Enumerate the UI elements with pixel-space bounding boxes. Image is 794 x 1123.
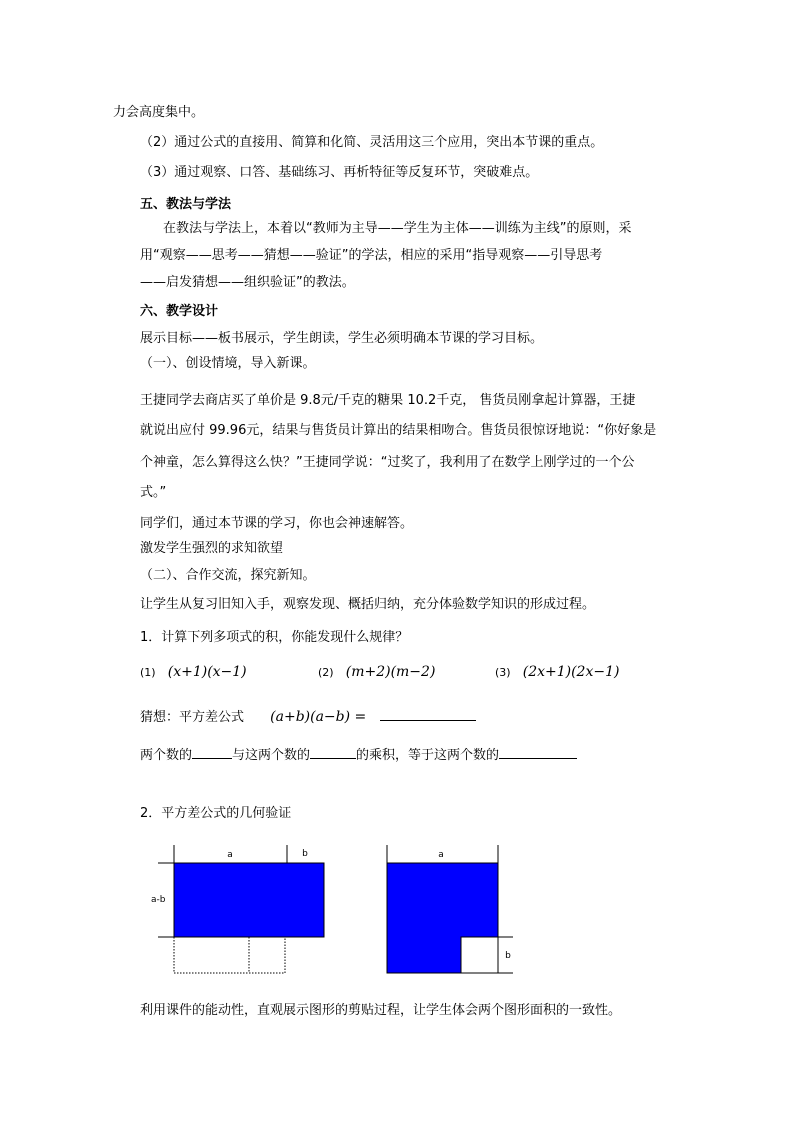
exercise-1 xyxy=(140,664,247,681)
exercise-number: (3) xyxy=(495,666,511,679)
story-line3: 个神童，怎么算得这么快？”王捷同学说：“过奖了，我利用了在数学上刚学过的一个公 xyxy=(140,455,635,470)
figure-left-dashed-area xyxy=(174,937,285,973)
paragraph-point-2: （2）通过公式的直接用、简算和化简、灵活用这三个应用，突出本节课的重点。 xyxy=(140,135,604,150)
guess-line xyxy=(140,707,476,726)
figure-right-label-a: a xyxy=(438,850,444,860)
figure-right-white-square xyxy=(461,937,498,973)
subheading-1: （一）、创设情境，导入新课。 xyxy=(140,356,316,371)
exercise-expression: (m+2)(m−2) xyxy=(345,664,436,680)
figure-left xyxy=(150,840,308,980)
paragraph-method-line1: 在教法与学法上，本着以“教师为主导——学生为主体——训练为主线”的原则，采 xyxy=(163,221,632,236)
figure-left-label-a-minus-b: a-b xyxy=(151,895,166,905)
question-2: 2．平方差公式的几何验证 xyxy=(140,806,292,821)
section-heading-6: 六、教学设计 xyxy=(140,304,219,319)
story-line4: 式。” xyxy=(140,485,167,500)
subheading-2: （二）、合作交流，探究新知。 xyxy=(140,568,316,583)
figure-right xyxy=(380,840,520,980)
story-line2: 就说出应付 99.96元，结果与售货员计算出的结果相吻合。售货员很惊讶地说：“你好象是 xyxy=(140,423,657,438)
question-1: 1．计算下列多项式的积，你能发现什么规律？ xyxy=(140,630,409,645)
guess-answer-blank[interactable] xyxy=(380,707,476,721)
paragraph-method-line2: 用“观察——思考——猜想——验证”的学法，相应的采用“指导观察——引导思考 xyxy=(140,248,603,263)
fill-text-3: 的乘积，等于这两个数的 xyxy=(356,748,500,763)
section-heading-5: 五、教法与学法 xyxy=(140,197,232,212)
paragraph-motivate: 激发学生强烈的求知欲望 xyxy=(140,541,284,556)
exercise-number: (1) xyxy=(140,666,156,679)
fill-blank-2[interactable] xyxy=(310,745,356,759)
exercise-expression: (2x+1)(2x−1) xyxy=(522,664,620,680)
fill-text-2: 与这两个数的 xyxy=(232,748,311,763)
fill-blank-1[interactable] xyxy=(192,745,232,759)
guess-label: 猜想：平方差公式 xyxy=(140,710,245,725)
fill-text-1: 两个数的 xyxy=(140,748,193,763)
paragraph-encourage: 同学们，通过本节课的学习，你也会神速解答。 xyxy=(140,516,414,531)
paragraph-goal: 展示目标——板书展示，学生朗读，学生必须明确本节课的学习目标。 xyxy=(140,331,544,346)
fill-in-line xyxy=(140,745,577,764)
story-line1: 王捷同学去商店买了单价是 9.8元/千克的糖果 10.2千克， 售货员刚拿起计算器，王捷 xyxy=(140,393,636,408)
exercise-2 xyxy=(318,664,435,681)
paragraph-review: 让学生从复习旧知入手，观察发现、概括归纳，充分体验数学知识的形成过程。 xyxy=(140,597,596,612)
figure-right-label-b: b xyxy=(505,951,511,961)
paragraph-method-line3: ——启发猜想——组织验证”的教法。 xyxy=(140,275,355,290)
paragraph-continuation: 力会高度集中。 xyxy=(113,105,205,120)
exercise-number: (2) xyxy=(318,666,334,679)
exercise-expression: (x+1)(x−1) xyxy=(167,664,247,680)
fill-blank-3[interactable] xyxy=(499,745,577,759)
figure-left-blue-rect xyxy=(174,863,324,937)
guess-expression: (a+b)(a−b) = xyxy=(270,709,367,725)
paragraph-point-3: （3）通过观察、口答、基础练习、再析特征等反复环节，突破难点。 xyxy=(140,165,539,180)
exercise-3 xyxy=(495,664,619,681)
figure-left-label-b: b xyxy=(302,849,308,859)
paragraph-closing: 利用课件的能动性，直观展示图形的剪贴过程，让学生体会两个图形面积的一致性。 xyxy=(140,1003,622,1018)
figure-left-label-a: a xyxy=(227,850,233,860)
